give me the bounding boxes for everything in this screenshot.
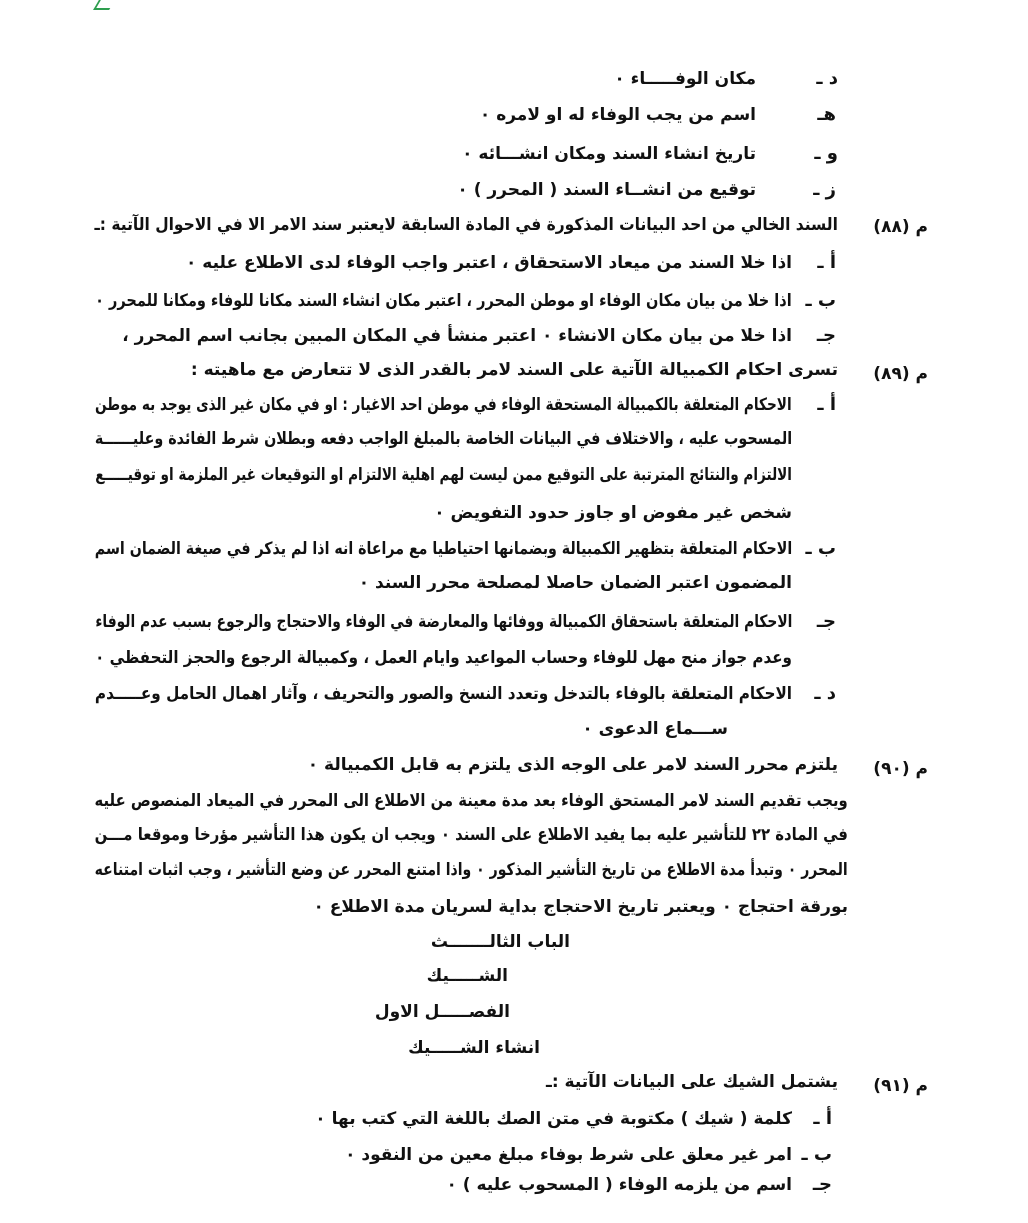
list-marker: ز ـ [813,179,836,200]
list-marker: أ ـ [817,394,836,415]
subject-heading: الشـــــيك [426,966,508,986]
list-item-text: توقيع من انشــاء السند ( المحرر ) ٠ [457,180,756,200]
list-item-text: المسحوب عليه ، والاختلاف في البيانات الخاصة بالمبلغ الواجب دفعه وبطلان شرط الفائدة وعليــــــة [94,429,792,449]
list-item-text: الالتزام والنتائج المترتبة على التوقيع ممن ليست لهم اهلية الالتزام او التوقيعات غير الملزمة او توقيـــــع [95,465,792,485]
list-marker: أ ـ [813,1108,832,1129]
list-item-text: الاحكام المتعلقة بالكمبيالة المستحقة الوفاء في موطن احد الاغيار : او في مكان غير الذى يوجد به موطن [95,395,792,415]
list-marker: د ـ [816,68,838,89]
article-text: بورقة احتجاج ٠ ويعتبر تاريخ الاحتجاج بداية لسريان مدة الاطلاع ٠ [313,897,848,917]
article-text: في المادة ٢٢ للتأشير عليه بما يفيد الاطلاع على السند ٠ ويجب ان يكون هذا التأشير مؤرخا وموقعا مـــن [94,825,848,845]
list-marker: جـ [812,1174,832,1195]
article-intro: تسرى احكام الكمبيالة الآتية على السند لامر بالقدر الذى لا تتعارض مع ماهيته : [190,360,838,380]
article-intro: السند الخالي من احد البيانات المذكورة في المادة السابقة لايعتبر سند الامر الا في الاحوال الآتية :ـ [94,215,838,235]
list-marker: و ـ [814,143,838,164]
list-item-text: الاحكام المتعلقة بتظهير الكمبيالة وبضمانها احتياطيا مع مراعاة انه اذا لم يذكر في صيغة الضمان اسم [94,539,792,559]
list-marker: هـ [817,104,836,125]
section-heading: انشاء الشـــــيك [408,1038,540,1058]
list-item-text: ســـماع الدعوى ٠ [582,719,728,739]
list-item-text: اذا خلا من بيان مكان الوفاء او موطن المحرر ، اعتبر مكان انشاء السند مكانا للوفاء ومكانا للمحرر ٠ [95,291,792,311]
list-marker: د ـ [814,683,836,704]
corner-mark [93,0,115,10]
article-number: م (٨٨) [873,217,928,237]
list-item-text: اذا خلا من بيان مكان الانشاء ٠ اعتبر منشأ في المكان المبين بجانب اسم المحرر ، [122,326,792,346]
list-item-text: وعدم جواز منح مهل للوفاء وحساب المواعيد وايام العمل ، وكمبيالة الرجوع والحجز التحفظي ٠ [95,648,792,668]
article-intro: يشتمل الشيك على البيانات الآتية :ـ [546,1072,838,1092]
list-item-text: المضمون اعتبر الضمان حاصلا لمصلحة محرر السند ٠ [358,573,792,593]
list-marker: ب ـ [801,1144,832,1165]
list-item-text: اذا خلا السند من ميعاد الاستحقاق ، اعتبر واجب الوفاء لدى الاطلاع عليه ٠ [185,253,792,273]
article-text: يلتزم محرر السند لامر على الوجه الذى يلتزم به قابل الكمبيالة ٠ [307,755,838,775]
list-item-text: شخص غير مفوض او جاوز حدود التفويض ٠ [434,503,792,523]
chapter-heading: الفصـــــل الاول [374,1002,510,1022]
list-marker: أ ـ [817,252,836,273]
article-number: م (٩٠) [873,759,928,779]
list-item-text: كلمة ( شيك ) مكتوبة في متن الصك باللغة التي كتب بها ٠ [315,1109,792,1129]
list-item-text: الاحكام المتعلقة باستحقاق الكمبيالة ووفائها والمعارضة في الوفاء والاحتجاج والرجوع بسبب عدم الوفاء [94,612,792,632]
part-heading: الباب الثالـــــــث [430,932,570,952]
article-number: م (٩١) [873,1076,928,1096]
list-item-text: اسم من يجب الوفاء له او لامره ٠ [479,105,756,125]
article-number: م (٨٩) [873,364,928,384]
list-marker: جـ [816,325,836,346]
article-text: المحرر ٠ وتبدأ مدة الاطلاع من تاريخ التأشير المذكور ٠ واذا امتنع المحرر عن وضع التأشير ، وجب اثبات امتناعه [94,860,848,880]
list-item-text: الاحكام المتعلقة بالوفاء بالتدخل وتعدد النسخ والصور والتحريف ، وآثار اهمال الحامل وعـــــدم [94,684,792,704]
list-marker: ب ـ [805,290,836,311]
list-item-text: مكان الوفـــــاء ٠ [614,69,756,89]
article-text: ويجب تقديم السند لامر المستحق الوفاء بعد مدة معينة من الاطلاع الى المحرر في الميعاد المنصوص عليه [94,791,848,811]
list-item-text: امر غير معلق على شرط بوفاء مبلغ معين من النقود ٠ [345,1145,792,1165]
list-item-text: تاريخ انشاء السند ومكان انشـــائه ٠ [462,144,756,164]
list-marker: جـ [816,611,836,632]
list-item-text: اسم من يلزمه الوفاء ( المسحوب عليه ) ٠ [446,1175,792,1195]
list-marker: ب ـ [805,538,836,559]
